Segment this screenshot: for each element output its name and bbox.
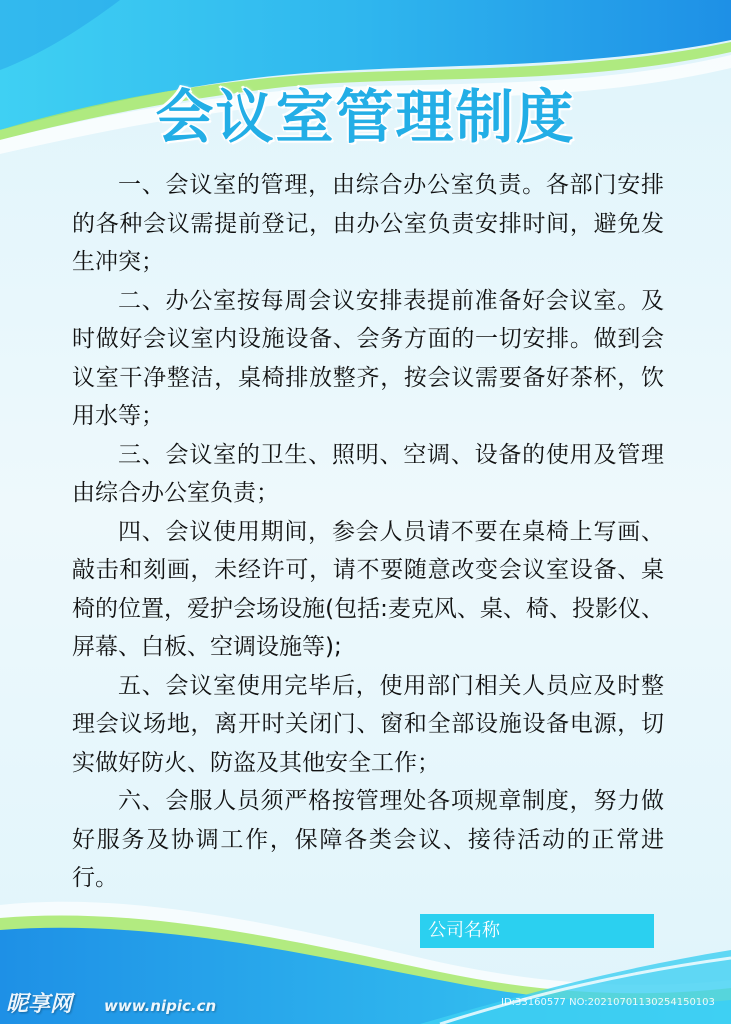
watermark-url: www.nipic.cn xyxy=(104,997,217,1015)
watermark-logo: 昵享网 xyxy=(6,992,73,1017)
page-title: 会议室管理制度 xyxy=(155,83,576,151)
regulation-paragraph-3: 三、会议室的卫生、照明、空调、设备的使用及管理由综合办公室负责； xyxy=(72,441,664,506)
regulation-paragraph-1: 一、会议室的管理，由综合办公室负责。各部门安排的各种会议需提前登记，由办公室负责安排时间，避免发生冲突； xyxy=(72,172,664,275)
watermark-id: ID:33160577 NO:20210701130254150103 xyxy=(501,997,715,1008)
regulation-body xyxy=(72,166,664,898)
regulation-paragraph-4: 四、会议使用期间，参会人员请不要在桌椅上写画、敲击和刻画，未经许可，请不要随意改变会议室设备、桌椅的位置，爱护会场设施(包括:麦克风、桌、椅、投影仪、屏幕、白板、空调设施等); xyxy=(72,518,664,660)
regulation-paragraph-5: 五、会议室使用完毕后，使用部门相关人员应及时整理会议场地，离开时关闭门、窗和全部设施设备电源，切实做好防火、防盗及其他安全工作； xyxy=(72,672,664,776)
regulation-paragraph-2: 二、办公室按每周会议安排表提前准备好会议室。及时做好会议室内设施设备、会务方面的一切安排。做到会议室干净整洁，桌椅排放整齐，按会议需要备好茶杯，饮用水等； xyxy=(72,287,664,429)
company-name-box xyxy=(420,914,654,948)
regulation-paragraph-6: 六、会服人员须严格按管理处各项规章制度，努力做好服务及协调工作，保障各类会议、接待活动的正常进行。 xyxy=(72,788,664,891)
company-name: 公司名称 xyxy=(428,920,500,941)
